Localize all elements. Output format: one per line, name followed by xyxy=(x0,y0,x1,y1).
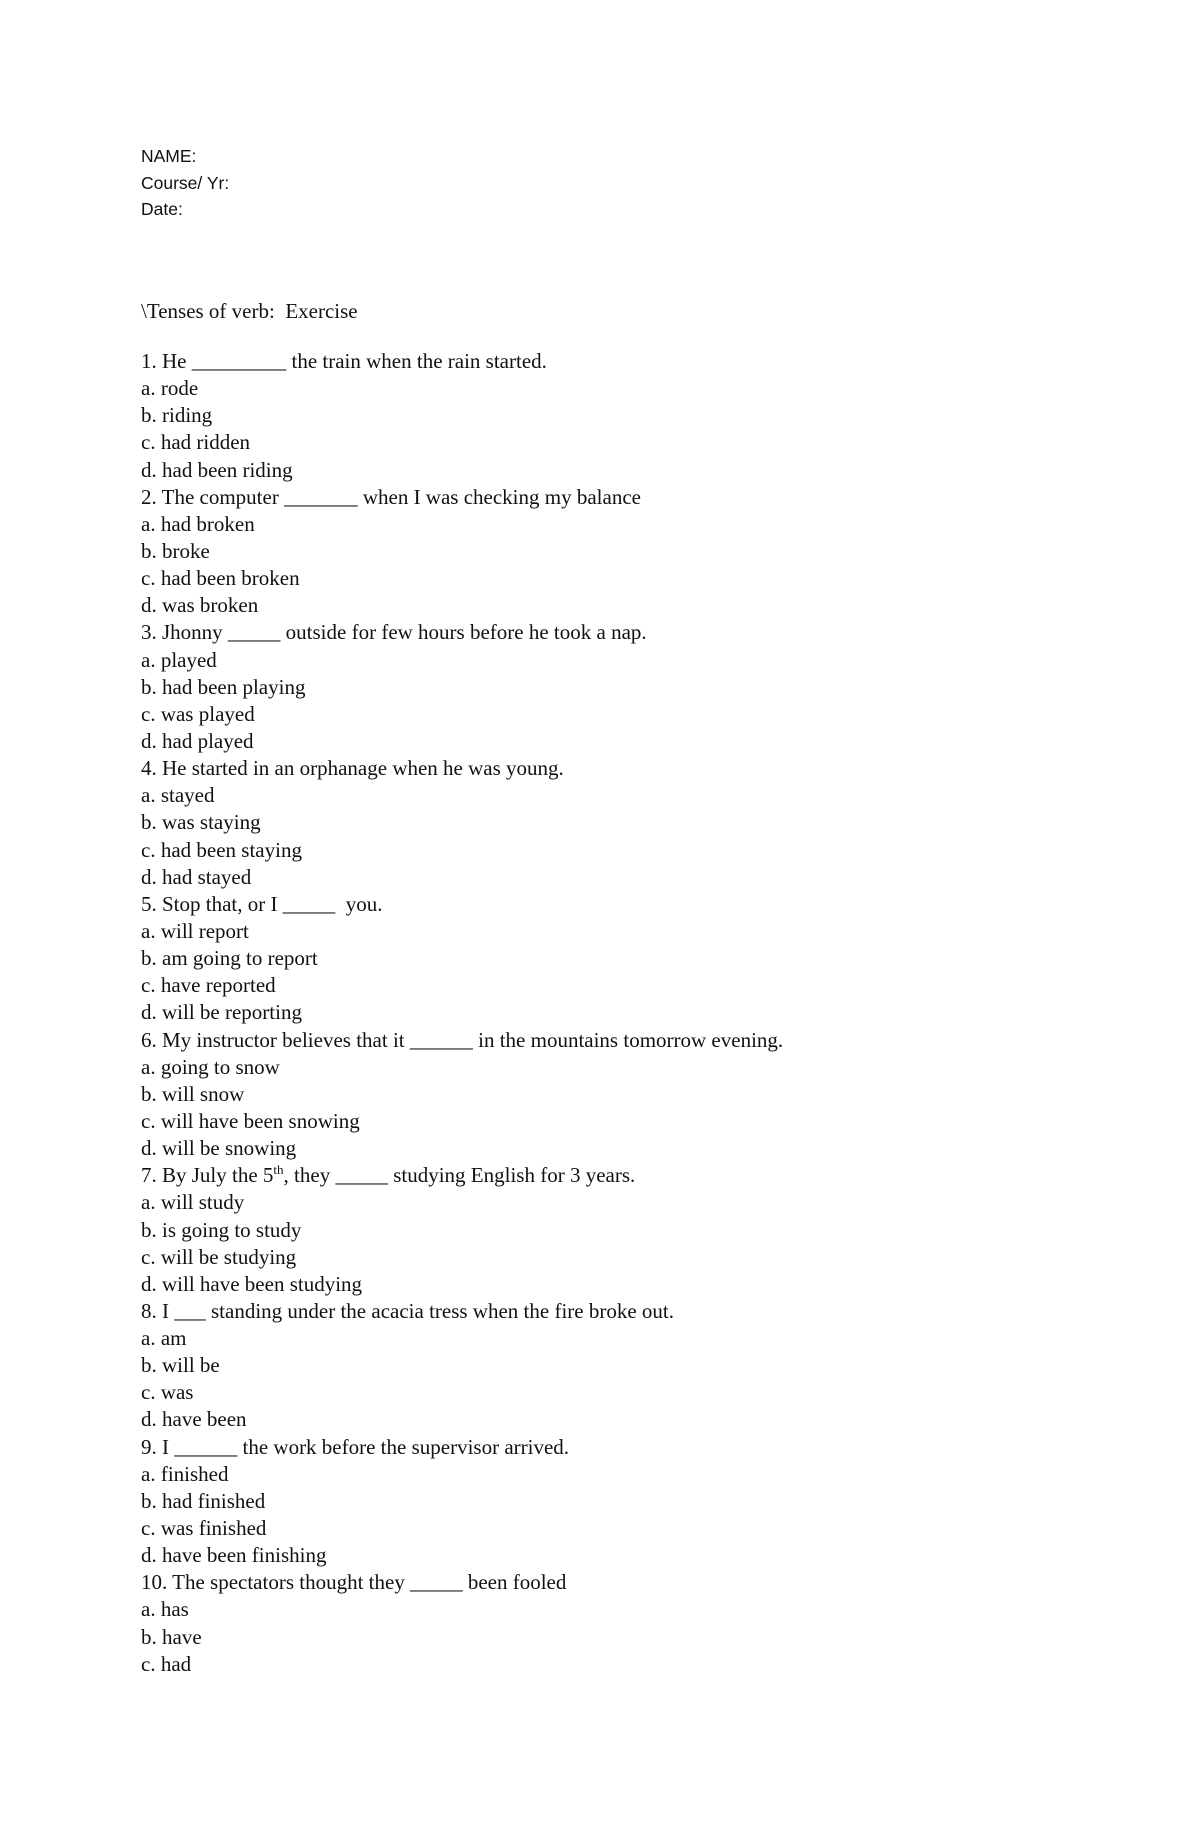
question-text: The spectators thought they _____ been fooled xyxy=(172,1570,567,1595)
question-text: My instructor believes that it ______ in the mountains tomorrow evening. xyxy=(162,1027,784,1052)
option: d. was broken xyxy=(141,593,259,618)
student-info-header xyxy=(141,143,229,223)
question-4 xyxy=(141,755,783,782)
option: a. will study xyxy=(141,1190,245,1215)
option: a. will report xyxy=(141,918,249,943)
option: d. will be reporting xyxy=(141,1000,302,1025)
question-number: 8. xyxy=(141,1298,157,1323)
question-number: 3. xyxy=(141,620,157,645)
option: c. had been broken xyxy=(141,566,300,591)
option: b. will be xyxy=(141,1353,220,1378)
exercise-list xyxy=(141,348,783,1678)
option: c. was played xyxy=(141,701,255,726)
question-text-after: , they _____ studying English for 3 years. xyxy=(283,1163,636,1188)
option: b. riding xyxy=(141,403,213,428)
option: a. going to snow xyxy=(141,1054,280,1079)
option: a. played xyxy=(141,647,217,672)
option: c. had xyxy=(141,1651,192,1676)
name-label: NAME: xyxy=(141,146,197,166)
option: a. finished xyxy=(141,1461,229,1486)
question-text: Stop that, or I _____ you. xyxy=(162,891,383,916)
question-number: 4. xyxy=(141,756,157,781)
option: a. stayed xyxy=(141,783,215,808)
question-2 xyxy=(141,484,783,511)
option: a. rode xyxy=(141,376,199,401)
option: c. had been staying xyxy=(141,837,302,862)
option: c. have reported xyxy=(141,973,276,998)
option: b. had finished xyxy=(141,1488,266,1513)
option: d. have been finishing xyxy=(141,1543,327,1568)
date-label: Date: xyxy=(141,199,183,219)
option: b. am going to report xyxy=(141,946,318,971)
exercise-title: \Tenses of verb: Exercise xyxy=(141,299,358,323)
question-number: 6. xyxy=(141,1027,157,1052)
question-9 xyxy=(141,1434,783,1461)
question-text: The computer _______ when I was checking my balance xyxy=(161,484,641,509)
option: d. had played xyxy=(141,728,254,753)
option: c. had ridden xyxy=(141,430,251,455)
option: a. had broken xyxy=(141,511,255,536)
question-3 xyxy=(141,619,783,646)
question-number: 1. xyxy=(141,349,157,373)
option: b. was staying xyxy=(141,810,261,835)
ordinal-superscript: th xyxy=(273,1162,284,1178)
question-10 xyxy=(141,1569,783,1596)
question-text: Jhonny _____ outside for few hours before he took a nap. xyxy=(162,620,647,645)
option: b. have xyxy=(141,1624,202,1649)
question-text: I ___ standing under the acacia tress when the fire broke out. xyxy=(162,1298,674,1323)
question-text: He _________ the train when the rain started. xyxy=(162,349,547,373)
question-7 xyxy=(141,1162,783,1189)
question-number: 7. xyxy=(141,1163,157,1188)
option: c. will be studying xyxy=(141,1244,297,1269)
question-1 xyxy=(141,348,783,375)
question-6 xyxy=(141,1027,783,1054)
option: d. have been xyxy=(141,1407,247,1432)
question-5 xyxy=(141,891,783,918)
course-label: Course/ Yr: xyxy=(141,172,230,193)
question-number: 9. xyxy=(141,1434,157,1459)
option: b. will snow xyxy=(141,1081,245,1106)
question-text: He started in an orphanage when he was young. xyxy=(162,756,564,781)
option: d. will have been studying xyxy=(141,1271,363,1296)
question-text: I ______ the work before the supervisor arrived. xyxy=(162,1434,570,1459)
option: b. had been playing xyxy=(141,674,306,699)
question-number: 2. xyxy=(141,484,157,509)
option: b. is going to study xyxy=(141,1217,302,1242)
option: d. will be snowing xyxy=(141,1136,297,1161)
option: c. was finished xyxy=(141,1516,267,1541)
option: d. had stayed xyxy=(141,864,252,889)
option: c. will have been snowing xyxy=(141,1108,360,1133)
option: d. had been riding xyxy=(141,457,293,482)
question-8 xyxy=(141,1298,783,1325)
question-text-before: By July the 5 xyxy=(162,1163,274,1188)
question-number: 5. xyxy=(141,891,157,916)
question-number: 10. xyxy=(141,1570,168,1595)
option: a. has xyxy=(141,1597,189,1622)
option: c. was xyxy=(141,1380,194,1405)
option: b. broke xyxy=(141,538,210,563)
option: a. am xyxy=(141,1326,187,1351)
